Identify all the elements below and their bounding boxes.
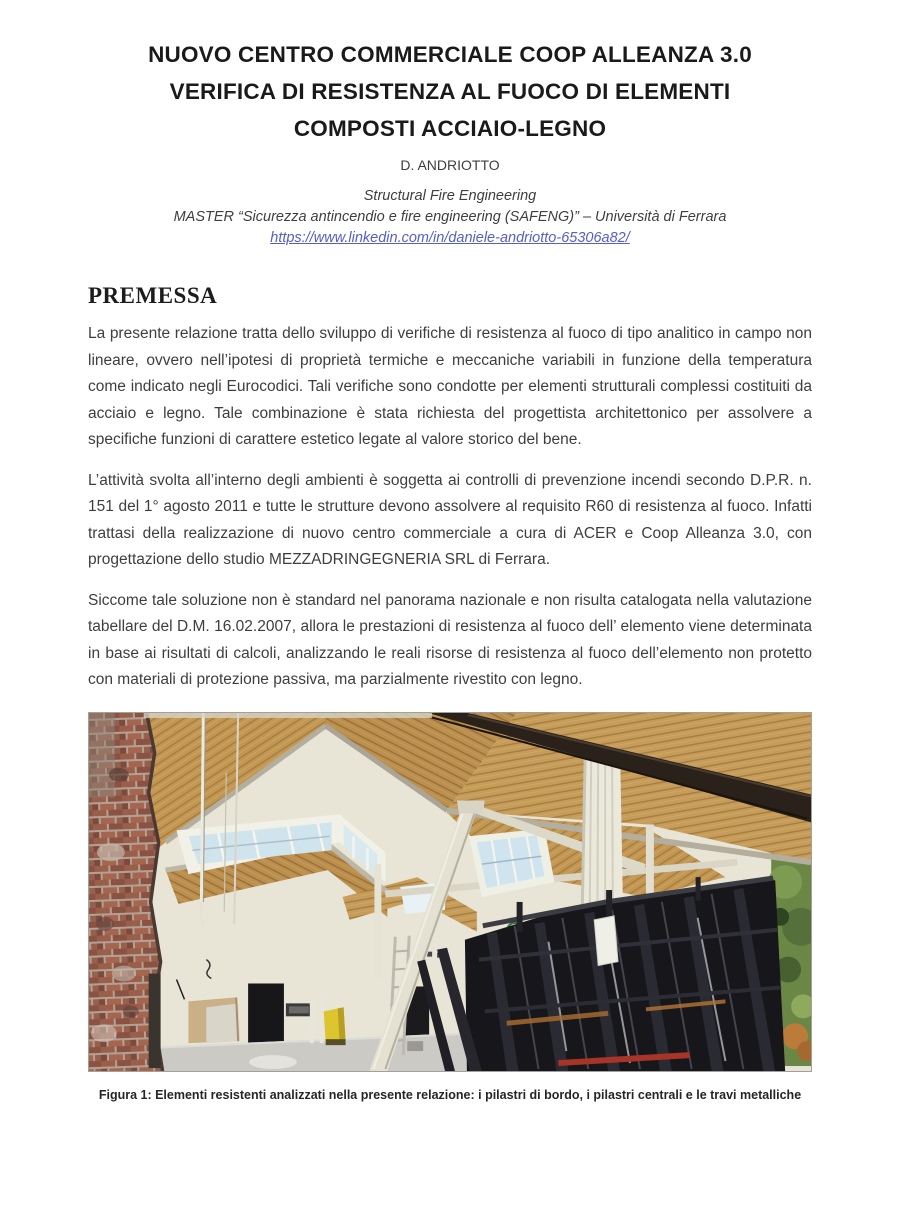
title-line-3: COMPOSTI ACCIAIO-LEGNO: [293, 116, 607, 141]
section-heading-premessa: PREMESSA: [88, 283, 218, 308]
author-name: D. ANDRIOTTO: [400, 157, 500, 173]
linkedin-link[interactable]: https://www.linkedin.com/in/daniele-andriotto-65306a82/: [270, 230, 630, 246]
figure-1: [88, 712, 812, 1104]
figure-1-caption: Figura 1: Elementi resistenti analizzati nella presente relazione: i pilastri di bordo, i pilastri centrali e le travi metalliche: [98, 1087, 802, 1102]
affiliation: [88, 186, 812, 228]
affiliation-line-2: MASTER “Sicurezza antincendio e fire engineering (SAFENG)” – Università di Ferrara: [173, 209, 727, 225]
title-line-2: VERIFICA DI RESISTENZA AL FUOCO DI ELEMENTI: [169, 79, 731, 104]
page-title: [88, 36, 812, 147]
paragraph-3: Siccome tale soluzione non è standard nel panorama nazionale e non risulta catalogata nella valutazione tabellare del D.M. 16.02.2007, allora le prestazioni di resistenza al fuoco dell’ elemento viene determinata in base ai risultati di calcoli, analizzando le reali risorse di resistenza al fuoco dell’elemento non protetto con materiali di protezione passiva, ma parzialmente rivestito con legno.: [88, 591, 812, 688]
paragraph-1: La presente relazione tratta dello sviluppo di verifiche di resistenza al fuoco di tipo analitico in campo non lineare, ovvero nell’ipotesi di proprietà termiche e meccaniche variabili in funzione della temperatura come indicato negli Eurocodici. Tali verifiche sono condotte per elementi strutturali complessi costituiti da acciaio e legno. Tale combinazione è stata richiesta del progettista architettonico per assolvere a specifiche funzioni di carattere estetico legate al valore storico del bene.: [88, 325, 812, 448]
figure-1-photo: [88, 712, 812, 1072]
title-line-1: NUOVO CENTRO COMMERCIALE COOP ALLEANZA 3.0: [148, 42, 752, 67]
affiliation-line-1: Structural Fire Engineering: [363, 188, 537, 204]
paragraph-2: L’attività svolta all’interno degli ambienti è soggetta ai controlli di prevenzione incendi secondo D.P.R. n. 151 del 1° agosto 2011 e tutte le strutture devono assolvere al requisito R60 di resistenza al fuoco. Infatti trattasi della realizzazione di nuovo centro commerciale a cura di ACER e Coop Alleanza 3.0, con progettazione dello studio MEZZADRINGEGNERIA SRL di Ferrara.: [88, 471, 812, 568]
